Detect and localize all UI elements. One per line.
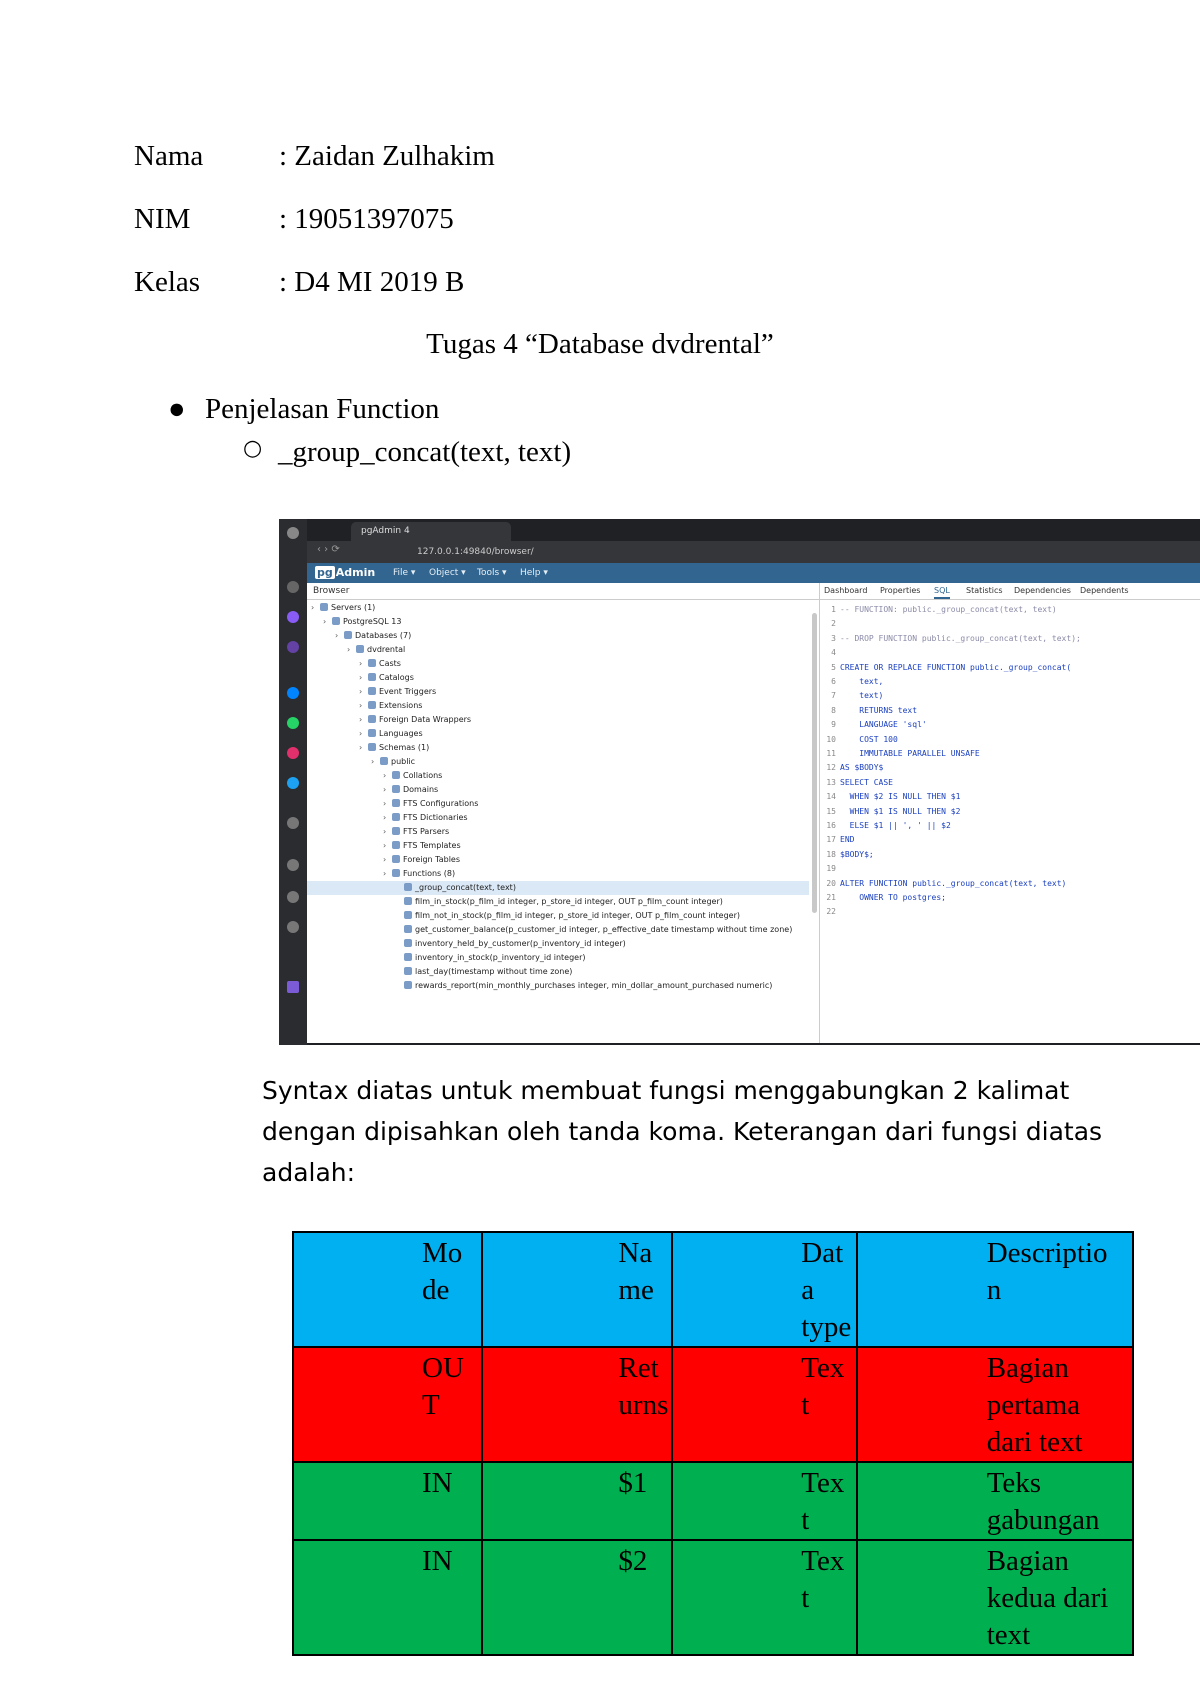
tree-node-label: Languages (379, 729, 423, 738)
tree-node-label: FTS Templates (403, 841, 461, 850)
node-icon (320, 603, 328, 611)
node-icon (392, 841, 400, 849)
sql-panel (819, 583, 1200, 1043)
history-icon (287, 581, 299, 593)
code-text: ALTER FUNCTION public._group_concat(text, text) (840, 878, 1067, 888)
tree-node[interactable] (307, 909, 809, 923)
chevron-icon[interactable]: › (383, 841, 387, 850)
chevron-icon[interactable]: › (335, 631, 339, 640)
pgadmin-screenshot (279, 519, 1200, 1045)
chevron-icon[interactable]: › (359, 743, 363, 752)
node-icon (404, 939, 412, 947)
bullet-level2-marker: ○ (243, 436, 263, 461)
cell-name: $2 (482, 1540, 672, 1655)
tree-node-label: _group_concat(text, text) (415, 883, 516, 892)
table-row (293, 1347, 1133, 1462)
menu-help[interactable]: Help ▾ (520, 568, 548, 578)
tree-node[interactable] (307, 895, 809, 909)
tree-node[interactable] (307, 629, 809, 643)
node-icon (380, 757, 388, 765)
line-number: 20 (826, 878, 836, 888)
tree-node-label: public (391, 757, 416, 766)
code-text: ELSE $1 || ', ' || $2 (840, 821, 951, 830)
line-number: 9 (831, 720, 836, 730)
cell-datatype: Tex t (672, 1462, 856, 1540)
browser-tab-bar (307, 519, 1200, 541)
line-number: 4 (831, 648, 836, 658)
tab-statistics[interactable]: Statistics (966, 586, 1003, 595)
code-text: END (840, 835, 855, 845)
cell-datatype: Tex t (672, 1347, 856, 1462)
code-text: IMMUTABLE PARALLEL UNSAFE (840, 749, 980, 758)
node-icon (392, 771, 400, 779)
settings-icon (287, 817, 299, 829)
url-text[interactable]: 127.0.0.1:49840/browser/ (417, 547, 534, 557)
cell-name: Ret urns (482, 1347, 672, 1462)
chevron-icon[interactable]: › (359, 659, 363, 668)
tree-node[interactable] (307, 727, 809, 741)
app-icon (287, 611, 299, 623)
line-number: 1 (831, 605, 836, 614)
label-kelas: Kelas (134, 266, 201, 298)
tree-node-label: dvdrental (367, 645, 406, 654)
menu-icon (287, 527, 299, 539)
code-text: -- FUNCTION: public._group_concat(text, text) (840, 605, 1057, 614)
line-number: 15 (826, 806, 836, 816)
menu-tools[interactable]: Tools ▾ (477, 568, 507, 578)
tree-scrollbar[interactable] (812, 613, 817, 913)
header-mode: Mo de (293, 1232, 482, 1347)
tab-sql[interactable]: SQL (934, 585, 950, 599)
tree-node-label: Casts (379, 659, 401, 668)
tree-node[interactable] (307, 601, 809, 615)
line-number: 13 (826, 777, 836, 787)
browser-tab[interactable]: pgAdmin 4 (351, 522, 511, 541)
line-number: 6 (831, 677, 836, 686)
line-number: 19 (826, 864, 836, 874)
line-number: 21 (826, 893, 836, 902)
node-icon (392, 827, 400, 835)
line-number: 14 (826, 792, 836, 802)
tree-node-label: get_customer_balance(p_customer_id integer, p_effective_date timestamp without time zone) (415, 925, 793, 934)
value-nama: : Zaidan Zulhakim (279, 140, 495, 172)
code-text: -- DROP FUNCTION public._group_concat(text, text); (840, 633, 1081, 643)
cell-description: Teks gabungan (857, 1462, 1133, 1540)
cell-datatype: Tex t (672, 1540, 856, 1655)
tree-node[interactable] (307, 741, 809, 755)
node-icon (368, 743, 376, 751)
node-icon (368, 659, 376, 667)
tree-node[interactable] (307, 615, 809, 629)
tab-dashboard[interactable]: Dashboard (824, 586, 868, 595)
tab-dependencies[interactable]: Dependencies (1014, 586, 1071, 595)
chevron-icon[interactable]: › (347, 645, 351, 654)
label-nama: Nama (134, 140, 204, 172)
messenger-icon (287, 687, 299, 699)
tree-node[interactable] (307, 769, 809, 783)
code-text: OWNER TO postgres; (840, 893, 946, 902)
node-icon (404, 953, 412, 961)
line-number: 5 (831, 662, 836, 672)
chevron-icon[interactable]: › (383, 771, 387, 780)
tree-node[interactable] (307, 671, 809, 685)
chevron-icon[interactable]: › (383, 785, 387, 794)
node-icon (344, 631, 352, 639)
cell-mode: IN (293, 1540, 482, 1655)
pgadmin-logo: pg Admin (317, 566, 376, 579)
tree-node[interactable] (307, 755, 809, 769)
tree-node[interactable] (307, 923, 809, 937)
tree-node-label: film_not_in_stock(p_film_id integer, p_store_id integer, OUT p_film_count integer) (415, 911, 740, 920)
object-tree (307, 601, 809, 1043)
whatsapp-icon (287, 717, 299, 729)
chevron-icon[interactable]: › (323, 617, 327, 626)
code-text: CREATE OR REPLACE FUNCTION public._group_concat( (840, 662, 1072, 672)
tree-node-label: inventory_held_by_customer(p_inventory_id integer) (415, 939, 626, 948)
tree-node-label: Collations (403, 771, 443, 780)
node-icon (404, 897, 412, 905)
function-parameter-table (292, 1231, 1134, 1656)
chevron-icon[interactable]: › (359, 673, 363, 682)
node-icon (332, 617, 340, 625)
tree-node-label: Extensions (379, 701, 423, 710)
chevron-icon[interactable]: › (371, 757, 375, 766)
chevron-icon[interactable]: › (383, 813, 387, 822)
node-icon (392, 799, 400, 807)
chevron-icon[interactable]: › (359, 687, 363, 696)
menu-file[interactable]: File ▾ (393, 568, 416, 578)
tree-node-label: Databases (7) (355, 631, 412, 640)
code-text: COST 100 (840, 734, 898, 744)
tree-node-label: Event Triggers (379, 687, 437, 696)
node-icon (404, 967, 412, 975)
cell-description: Bagian pertama dari text (857, 1347, 1133, 1462)
twitch-icon (287, 641, 299, 653)
header-description: Descriptio n (857, 1232, 1133, 1347)
line-number: 2 (831, 619, 836, 629)
node-icon (404, 883, 412, 891)
node-icon (392, 869, 400, 877)
line-number: 17 (826, 835, 836, 845)
line-number: 8 (831, 705, 836, 715)
tree-node-label: Schemas (1) (379, 743, 430, 752)
tree-node[interactable] (307, 797, 809, 811)
tree-node[interactable] (307, 839, 809, 853)
node-icon (392, 855, 400, 863)
code-text: WHEN $1 IS NULL THEN $2 (840, 806, 961, 816)
tree-node[interactable] (307, 867, 809, 881)
tree-node[interactable] (307, 965, 809, 979)
tree-node-label: Foreign Data Wrappers (379, 715, 472, 724)
node-icon (368, 715, 376, 723)
bullet-penjelasan-function: Penjelasan Function (205, 393, 440, 425)
tree-node[interactable] (307, 713, 809, 727)
tree-node-label: Catalogs (379, 673, 414, 682)
node-icon (368, 729, 376, 737)
label-nim: NIM (134, 203, 191, 235)
browser-sidebar (279, 519, 307, 1045)
chevron-icon[interactable]: › (359, 701, 363, 710)
tree-node-label: PostgreSQL 13 (343, 617, 402, 626)
node-icon (404, 911, 412, 919)
tree-node-label: last_day(timestamp without time zone) (415, 967, 573, 976)
tree-node-label: film_in_stock(p_film_id integer, p_store_id integer, OUT p_film_count integer) (415, 897, 723, 906)
cell-mode: IN (293, 1462, 482, 1540)
node-icon (368, 687, 376, 695)
tree-node-label: Domains (403, 785, 439, 794)
explanation-paragraph: Syntax diatas untuk membuat fungsi menggabungkan 2 kalimat dengan dipisahkan oleh tanda koma. Keterangan dari fungsi diatas adalah: (262, 1076, 1103, 1187)
tree-node[interactable] (307, 783, 809, 797)
code-text: LANGUAGE 'sql' (840, 720, 927, 730)
tree-node[interactable] (307, 657, 809, 671)
node-icon (392, 785, 400, 793)
line-number: 10 (826, 734, 836, 744)
value-nim: : 19051397075 (279, 203, 454, 235)
tree-node[interactable] (307, 853, 809, 867)
tree-node-label: Servers (1) (331, 603, 376, 612)
panel-tabs (820, 583, 1200, 600)
pgadmin-menubar (307, 563, 1200, 583)
tree-node[interactable] (307, 979, 809, 993)
line-number: 16 (826, 821, 836, 830)
code-text: text, (840, 677, 884, 686)
node-icon (392, 813, 400, 821)
header-name: Na me (482, 1232, 672, 1347)
code-text: AS $BODY$ (840, 763, 884, 773)
node-icon (404, 925, 412, 933)
line-number: 12 (826, 763, 836, 773)
object-browser-panel (307, 583, 819, 1043)
cell-description: Bagian kedua dari text (857, 1540, 1133, 1655)
node-icon (368, 673, 376, 681)
node-icon (356, 645, 364, 653)
node-icon (368, 701, 376, 709)
tree-node[interactable] (307, 825, 809, 839)
table-row (293, 1540, 1133, 1655)
chevron-icon[interactable]: › (359, 729, 363, 738)
address-bar[interactable] (307, 541, 1200, 563)
line-number: 3 (831, 633, 836, 643)
instagram-icon (287, 747, 299, 759)
code-text: RETURNS text (840, 705, 918, 715)
bullet-function-name: _group_concat(text, text) (278, 436, 572, 468)
value-kelas: : D4 MI 2019 B (279, 266, 465, 298)
gear-icon (287, 921, 299, 933)
tree-node[interactable] (307, 811, 809, 825)
node-icon (404, 981, 412, 989)
tree-node-label: inventory_in_stock(p_inventory_id integer) (415, 953, 586, 962)
tab-dependents[interactable]: Dependents (1080, 586, 1129, 595)
tree-node[interactable] (307, 937, 809, 951)
line-number: 11 (826, 749, 836, 758)
line-number: 7 (831, 691, 836, 701)
chevron-icon[interactable]: › (383, 869, 387, 878)
twitter-icon (287, 777, 299, 789)
line-number: 18 (826, 849, 836, 859)
tree-node-label: FTS Dictionaries (403, 813, 468, 822)
tree-node[interactable] (307, 699, 809, 713)
extension-icon (287, 981, 299, 993)
cell-name: $1 (482, 1462, 672, 1540)
tab-properties[interactable]: Properties (880, 586, 921, 595)
browser-panel-header: Browser (307, 583, 819, 600)
cell-mode: OU T (293, 1347, 482, 1462)
code-text: text) (840, 691, 884, 701)
code-text: SELECT CASE (840, 777, 893, 787)
tree-node[interactable] (307, 685, 809, 699)
clock-icon (287, 859, 299, 871)
tree-node[interactable] (307, 881, 809, 895)
chevron-icon[interactable]: › (383, 855, 387, 864)
tree-node-label: FTS Parsers (403, 827, 450, 836)
document-title: Tugas 4 “Database dvdrental” (426, 328, 774, 360)
line-number: 22 (826, 907, 836, 917)
menu-object[interactable]: Object ▾ (429, 568, 466, 578)
code-text: $BODY$; (840, 849, 874, 859)
tree-node-label: Foreign Tables (403, 855, 461, 864)
box-icon (287, 891, 299, 903)
chevron-icon[interactable]: › (359, 715, 363, 724)
tree-node-label: Functions (8) (403, 869, 456, 878)
tree-node[interactable] (307, 643, 809, 657)
chevron-icon[interactable]: › (383, 827, 387, 836)
table-header-row (293, 1232, 1133, 1347)
tree-node-label: rewards_report(min_monthly_purchases integer, min_dollar_amount_purchased numeric) (415, 981, 773, 990)
code-text: WHEN $2 IS NULL THEN $1 (840, 792, 961, 802)
chevron-icon[interactable]: › (383, 799, 387, 808)
tree-node-label: FTS Configurations (403, 799, 479, 808)
bullet-level1-marker: ● (168, 393, 186, 425)
header-datatype: Dat a type (672, 1232, 856, 1347)
chevron-icon[interactable]: › (311, 603, 315, 612)
tree-node[interactable] (307, 951, 809, 965)
table-row (293, 1462, 1133, 1540)
nav-arrows-icon[interactable]: ‹ › ⟳ (317, 544, 340, 555)
